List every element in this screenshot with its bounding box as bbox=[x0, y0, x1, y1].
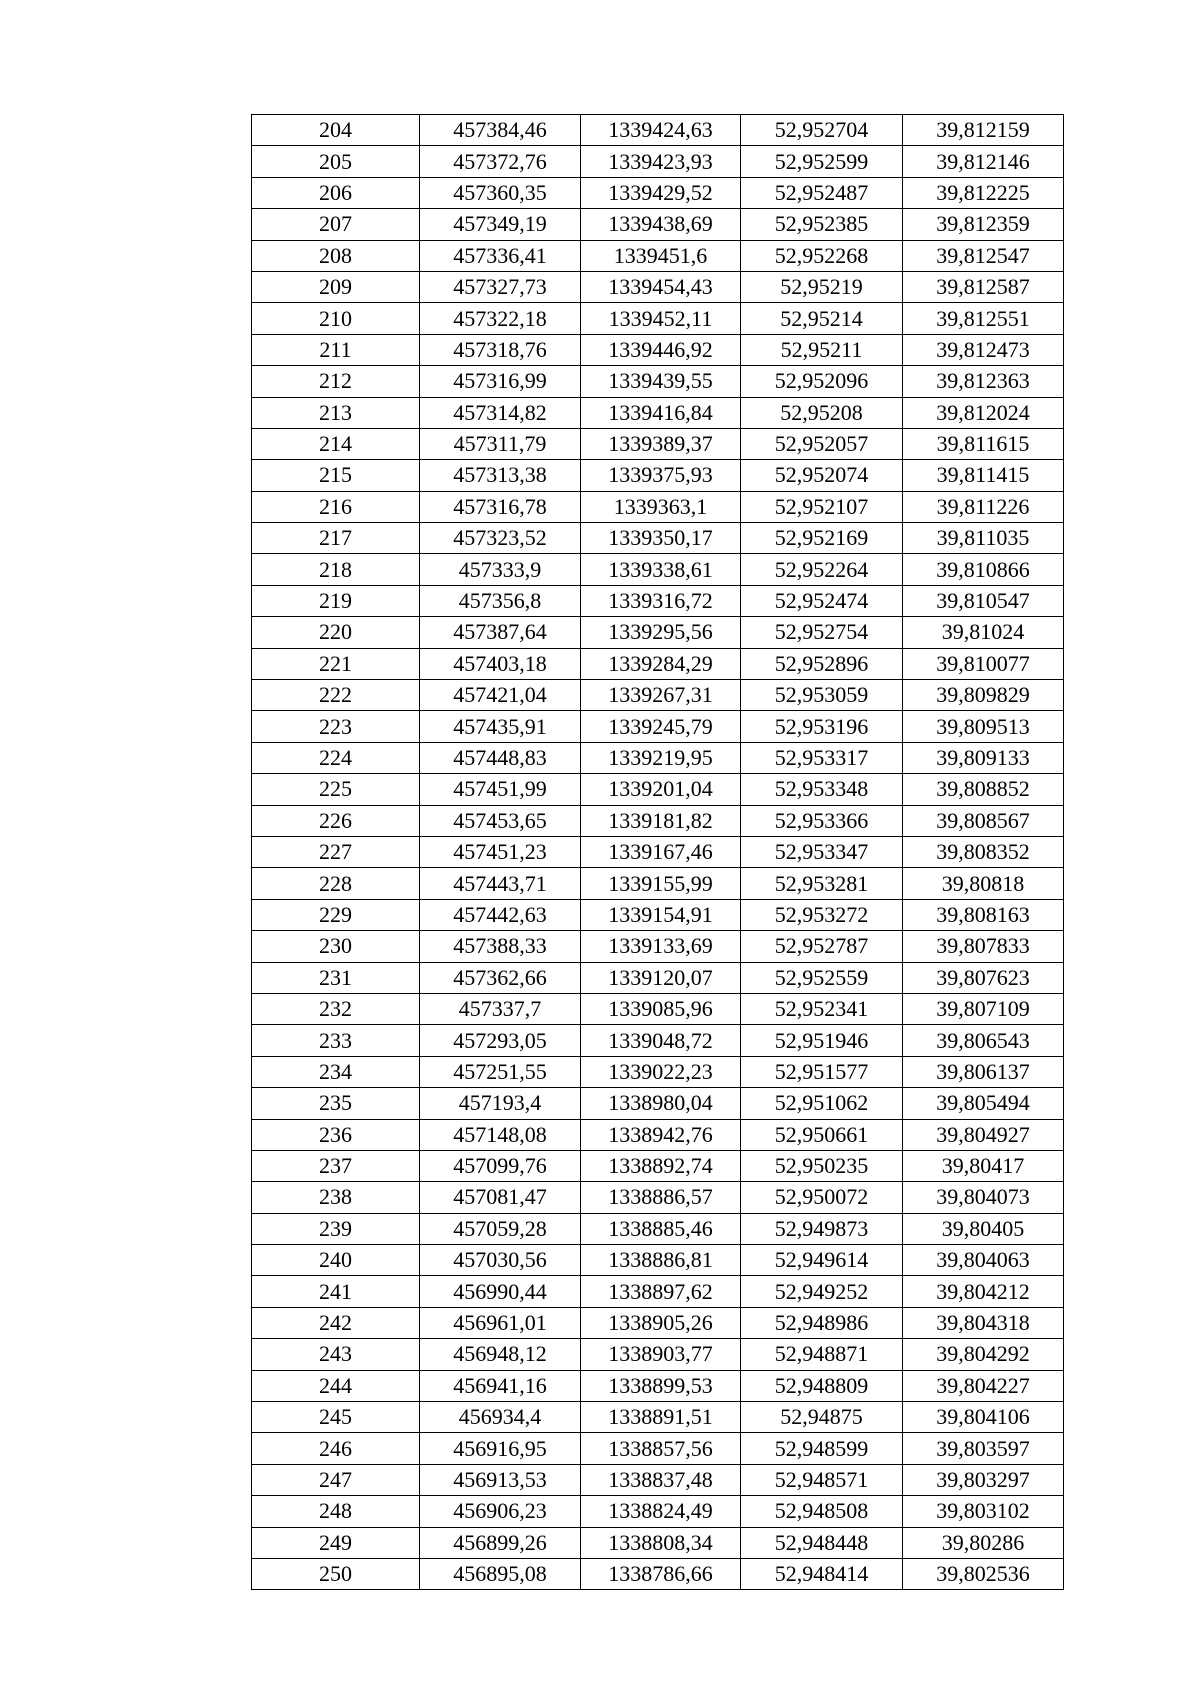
longitude-cell: 39,80417 bbox=[903, 1150, 1064, 1181]
longitude-cell: 39,809133 bbox=[903, 742, 1064, 773]
point-number-cell: 220 bbox=[252, 617, 420, 648]
latitude-cell: 52,950235 bbox=[741, 1150, 903, 1181]
point-number-cell: 217 bbox=[252, 523, 420, 554]
table-row bbox=[252, 617, 1064, 648]
table-row bbox=[252, 146, 1064, 177]
table-row bbox=[252, 1245, 1064, 1276]
x-coordinate-cell: 456934,4 bbox=[420, 1402, 581, 1433]
y-coordinate-cell: 1339201,04 bbox=[581, 774, 741, 805]
table-row bbox=[252, 271, 1064, 302]
longitude-cell: 39,812551 bbox=[903, 303, 1064, 334]
latitude-cell: 52,94875 bbox=[741, 1402, 903, 1433]
longitude-cell: 39,804227 bbox=[903, 1370, 1064, 1401]
longitude-cell: 39,806137 bbox=[903, 1056, 1064, 1087]
latitude-cell: 52,952787 bbox=[741, 931, 903, 962]
point-number-cell: 235 bbox=[252, 1088, 420, 1119]
longitude-cell: 39,804318 bbox=[903, 1307, 1064, 1338]
y-coordinate-cell: 1339085,96 bbox=[581, 993, 741, 1024]
longitude-cell: 39,807833 bbox=[903, 931, 1064, 962]
y-coordinate-cell: 1338837,48 bbox=[581, 1464, 741, 1495]
point-number-cell: 225 bbox=[252, 774, 420, 805]
latitude-cell: 52,948414 bbox=[741, 1558, 903, 1589]
y-coordinate-cell: 1338886,57 bbox=[581, 1182, 741, 1213]
point-number-cell: 208 bbox=[252, 240, 420, 271]
latitude-cell: 52,952057 bbox=[741, 428, 903, 459]
x-coordinate-cell: 457316,99 bbox=[420, 366, 581, 397]
y-coordinate-cell: 1338857,56 bbox=[581, 1433, 741, 1464]
longitude-cell: 39,812587 bbox=[903, 271, 1064, 302]
table-row bbox=[252, 1119, 1064, 1150]
table-row bbox=[252, 1402, 1064, 1433]
table-row bbox=[252, 366, 1064, 397]
point-number-cell: 234 bbox=[252, 1056, 420, 1087]
y-coordinate-cell: 1339451,6 bbox=[581, 240, 741, 271]
latitude-cell: 52,951062 bbox=[741, 1088, 903, 1119]
x-coordinate-cell: 456906,23 bbox=[420, 1496, 581, 1527]
y-coordinate-cell: 1338903,77 bbox=[581, 1339, 741, 1370]
longitude-cell: 39,811615 bbox=[903, 428, 1064, 459]
table-row bbox=[252, 1276, 1064, 1307]
y-coordinate-cell: 1338824,49 bbox=[581, 1496, 741, 1527]
longitude-cell: 39,804106 bbox=[903, 1402, 1064, 1433]
table-row bbox=[252, 303, 1064, 334]
latitude-cell: 52,952704 bbox=[741, 115, 903, 146]
y-coordinate-cell: 1338892,74 bbox=[581, 1150, 741, 1181]
x-coordinate-cell: 457293,05 bbox=[420, 1025, 581, 1056]
y-coordinate-cell: 1339133,69 bbox=[581, 931, 741, 962]
x-coordinate-cell: 457336,41 bbox=[420, 240, 581, 271]
table-row bbox=[252, 899, 1064, 930]
x-coordinate-cell: 456961,01 bbox=[420, 1307, 581, 1338]
longitude-cell: 39,812473 bbox=[903, 334, 1064, 365]
latitude-cell: 52,948599 bbox=[741, 1433, 903, 1464]
x-coordinate-cell: 457356,8 bbox=[420, 585, 581, 616]
x-coordinate-cell: 457451,99 bbox=[420, 774, 581, 805]
y-coordinate-cell: 1339316,72 bbox=[581, 585, 741, 616]
table-row bbox=[252, 428, 1064, 459]
x-coordinate-cell: 457360,35 bbox=[420, 177, 581, 208]
longitude-cell: 39,802536 bbox=[903, 1558, 1064, 1589]
table-row bbox=[252, 680, 1064, 711]
latitude-cell: 52,95211 bbox=[741, 334, 903, 365]
x-coordinate-cell: 457349,19 bbox=[420, 209, 581, 240]
latitude-cell: 52,95208 bbox=[741, 397, 903, 428]
table-row bbox=[252, 1339, 1064, 1370]
latitude-cell: 52,953366 bbox=[741, 805, 903, 836]
point-number-cell: 210 bbox=[252, 303, 420, 334]
table-row bbox=[252, 1307, 1064, 1338]
point-number-cell: 215 bbox=[252, 460, 420, 491]
point-number-cell: 209 bbox=[252, 271, 420, 302]
y-coordinate-cell: 1338897,62 bbox=[581, 1276, 741, 1307]
latitude-cell: 52,951577 bbox=[741, 1056, 903, 1087]
latitude-cell: 52,950661 bbox=[741, 1119, 903, 1150]
longitude-cell: 39,81024 bbox=[903, 617, 1064, 648]
point-number-cell: 250 bbox=[252, 1558, 420, 1589]
x-coordinate-cell: 457327,73 bbox=[420, 271, 581, 302]
x-coordinate-cell: 457388,33 bbox=[420, 931, 581, 962]
longitude-cell: 39,812024 bbox=[903, 397, 1064, 428]
y-coordinate-cell: 1338885,46 bbox=[581, 1213, 741, 1244]
point-number-cell: 239 bbox=[252, 1213, 420, 1244]
longitude-cell: 39,80286 bbox=[903, 1527, 1064, 1558]
x-coordinate-cell: 456916,95 bbox=[420, 1433, 581, 1464]
table-row bbox=[252, 334, 1064, 365]
point-number-cell: 226 bbox=[252, 805, 420, 836]
y-coordinate-cell: 1339022,23 bbox=[581, 1056, 741, 1087]
x-coordinate-cell: 457453,65 bbox=[420, 805, 581, 836]
point-number-cell: 230 bbox=[252, 931, 420, 962]
latitude-cell: 52,951946 bbox=[741, 1025, 903, 1056]
x-coordinate-cell: 457311,79 bbox=[420, 428, 581, 459]
latitude-cell: 52,952341 bbox=[741, 993, 903, 1024]
x-coordinate-cell: 457148,08 bbox=[420, 1119, 581, 1150]
x-coordinate-cell: 456899,26 bbox=[420, 1527, 581, 1558]
longitude-cell: 39,811035 bbox=[903, 523, 1064, 554]
table-row bbox=[252, 209, 1064, 240]
y-coordinate-cell: 1339338,61 bbox=[581, 554, 741, 585]
latitude-cell: 52,949614 bbox=[741, 1245, 903, 1276]
y-coordinate-cell: 1339375,93 bbox=[581, 460, 741, 491]
longitude-cell: 39,810077 bbox=[903, 648, 1064, 679]
point-number-cell: 224 bbox=[252, 742, 420, 773]
x-coordinate-cell: 457251,55 bbox=[420, 1056, 581, 1087]
table-row bbox=[252, 491, 1064, 522]
latitude-cell: 52,948571 bbox=[741, 1464, 903, 1495]
longitude-cell: 39,80818 bbox=[903, 868, 1064, 899]
latitude-cell: 52,952599 bbox=[741, 146, 903, 177]
latitude-cell: 52,953059 bbox=[741, 680, 903, 711]
table-row bbox=[252, 1464, 1064, 1495]
x-coordinate-cell: 457451,23 bbox=[420, 836, 581, 867]
longitude-cell: 39,812359 bbox=[903, 209, 1064, 240]
x-coordinate-cell: 456941,16 bbox=[420, 1370, 581, 1401]
point-number-cell: 246 bbox=[252, 1433, 420, 1464]
y-coordinate-cell: 1339423,93 bbox=[581, 146, 741, 177]
y-coordinate-cell: 1338886,81 bbox=[581, 1245, 741, 1276]
longitude-cell: 39,808852 bbox=[903, 774, 1064, 805]
table-row bbox=[252, 1433, 1064, 1464]
table-row bbox=[252, 931, 1064, 962]
longitude-cell: 39,809829 bbox=[903, 680, 1064, 711]
y-coordinate-cell: 1338786,66 bbox=[581, 1558, 741, 1589]
y-coordinate-cell: 1339363,1 bbox=[581, 491, 741, 522]
y-coordinate-cell: 1339416,84 bbox=[581, 397, 741, 428]
latitude-cell: 52,95219 bbox=[741, 271, 903, 302]
latitude-cell: 52,949252 bbox=[741, 1276, 903, 1307]
latitude-cell: 52,953196 bbox=[741, 711, 903, 742]
point-number-cell: 240 bbox=[252, 1245, 420, 1276]
latitude-cell: 52,953347 bbox=[741, 836, 903, 867]
latitude-cell: 52,953317 bbox=[741, 742, 903, 773]
longitude-cell: 39,803102 bbox=[903, 1496, 1064, 1527]
x-coordinate-cell: 457403,18 bbox=[420, 648, 581, 679]
latitude-cell: 52,953281 bbox=[741, 868, 903, 899]
latitude-cell: 52,948986 bbox=[741, 1307, 903, 1338]
latitude-cell: 52,952754 bbox=[741, 617, 903, 648]
longitude-cell: 39,812146 bbox=[903, 146, 1064, 177]
y-coordinate-cell: 1339454,43 bbox=[581, 271, 741, 302]
x-coordinate-cell: 457372,76 bbox=[420, 146, 581, 177]
longitude-cell: 39,808567 bbox=[903, 805, 1064, 836]
point-number-cell: 216 bbox=[252, 491, 420, 522]
point-number-cell: 241 bbox=[252, 1276, 420, 1307]
x-coordinate-cell: 457193,4 bbox=[420, 1088, 581, 1119]
x-coordinate-cell: 456948,12 bbox=[420, 1339, 581, 1370]
table-row bbox=[252, 774, 1064, 805]
y-coordinate-cell: 1339429,52 bbox=[581, 177, 741, 208]
latitude-cell: 52,952474 bbox=[741, 585, 903, 616]
table-row bbox=[252, 648, 1064, 679]
point-number-cell: 232 bbox=[252, 993, 420, 1024]
latitude-cell: 52,949873 bbox=[741, 1213, 903, 1244]
longitude-cell: 39,811415 bbox=[903, 460, 1064, 491]
longitude-cell: 39,810547 bbox=[903, 585, 1064, 616]
table-row bbox=[252, 993, 1064, 1024]
y-coordinate-cell: 1339350,17 bbox=[581, 523, 741, 554]
longitude-cell: 39,804292 bbox=[903, 1339, 1064, 1370]
y-coordinate-cell: 1339167,46 bbox=[581, 836, 741, 867]
latitude-cell: 52,952268 bbox=[741, 240, 903, 271]
point-number-cell: 236 bbox=[252, 1119, 420, 1150]
y-coordinate-cell: 1338891,51 bbox=[581, 1402, 741, 1433]
table-row bbox=[252, 962, 1064, 993]
point-number-cell: 249 bbox=[252, 1527, 420, 1558]
y-coordinate-cell: 1339452,11 bbox=[581, 303, 741, 334]
table-row bbox=[252, 711, 1064, 742]
table-row bbox=[252, 1496, 1064, 1527]
latitude-cell: 52,952896 bbox=[741, 648, 903, 679]
point-number-cell: 231 bbox=[252, 962, 420, 993]
x-coordinate-cell: 457362,66 bbox=[420, 962, 581, 993]
point-number-cell: 248 bbox=[252, 1496, 420, 1527]
x-coordinate-cell: 457316,78 bbox=[420, 491, 581, 522]
table-row bbox=[252, 1150, 1064, 1181]
y-coordinate-cell: 1339181,82 bbox=[581, 805, 741, 836]
x-coordinate-cell: 457322,18 bbox=[420, 303, 581, 334]
longitude-cell: 39,812363 bbox=[903, 366, 1064, 397]
longitude-cell: 39,804073 bbox=[903, 1182, 1064, 1213]
y-coordinate-cell: 1338942,76 bbox=[581, 1119, 741, 1150]
y-coordinate-cell: 1339424,63 bbox=[581, 115, 741, 146]
x-coordinate-cell: 457448,83 bbox=[420, 742, 581, 773]
latitude-cell: 52,948871 bbox=[741, 1339, 903, 1370]
latitude-cell: 52,953272 bbox=[741, 899, 903, 930]
point-number-cell: 207 bbox=[252, 209, 420, 240]
y-coordinate-cell: 1339245,79 bbox=[581, 711, 741, 742]
point-number-cell: 238 bbox=[252, 1182, 420, 1213]
point-number-cell: 206 bbox=[252, 177, 420, 208]
x-coordinate-cell: 457323,52 bbox=[420, 523, 581, 554]
x-coordinate-cell: 457313,38 bbox=[420, 460, 581, 491]
x-coordinate-cell: 456990,44 bbox=[420, 1276, 581, 1307]
latitude-cell: 52,948508 bbox=[741, 1496, 903, 1527]
latitude-cell: 52,952385 bbox=[741, 209, 903, 240]
y-coordinate-cell: 1339284,29 bbox=[581, 648, 741, 679]
latitude-cell: 52,952559 bbox=[741, 962, 903, 993]
longitude-cell: 39,808352 bbox=[903, 836, 1064, 867]
x-coordinate-cell: 457421,04 bbox=[420, 680, 581, 711]
longitude-cell: 39,804063 bbox=[903, 1245, 1064, 1276]
latitude-cell: 52,952487 bbox=[741, 177, 903, 208]
point-number-cell: 205 bbox=[252, 146, 420, 177]
x-coordinate-cell: 457443,71 bbox=[420, 868, 581, 899]
x-coordinate-cell: 457099,76 bbox=[420, 1150, 581, 1181]
table-row bbox=[252, 1213, 1064, 1244]
point-number-cell: 229 bbox=[252, 899, 420, 930]
longitude-cell: 39,804212 bbox=[903, 1276, 1064, 1307]
point-number-cell: 218 bbox=[252, 554, 420, 585]
table-row bbox=[252, 397, 1064, 428]
latitude-cell: 52,952074 bbox=[741, 460, 903, 491]
x-coordinate-cell: 456895,08 bbox=[420, 1558, 581, 1589]
y-coordinate-cell: 1339154,91 bbox=[581, 899, 741, 930]
longitude-cell: 39,809513 bbox=[903, 711, 1064, 742]
x-coordinate-cell: 457030,56 bbox=[420, 1245, 581, 1276]
longitude-cell: 39,812225 bbox=[903, 177, 1064, 208]
latitude-cell: 52,952096 bbox=[741, 366, 903, 397]
longitude-cell: 39,807109 bbox=[903, 993, 1064, 1024]
y-coordinate-cell: 1339295,56 bbox=[581, 617, 741, 648]
table-row bbox=[252, 240, 1064, 271]
point-number-cell: 233 bbox=[252, 1025, 420, 1056]
point-number-cell: 211 bbox=[252, 334, 420, 365]
table-row bbox=[252, 1056, 1064, 1087]
latitude-cell: 52,948809 bbox=[741, 1370, 903, 1401]
longitude-cell: 39,805494 bbox=[903, 1088, 1064, 1119]
latitude-cell: 52,95214 bbox=[741, 303, 903, 334]
table-row bbox=[252, 1527, 1064, 1558]
point-number-cell: 204 bbox=[252, 115, 420, 146]
x-coordinate-cell: 457442,63 bbox=[420, 899, 581, 930]
x-coordinate-cell: 457081,47 bbox=[420, 1182, 581, 1213]
point-number-cell: 228 bbox=[252, 868, 420, 899]
point-number-cell: 245 bbox=[252, 1402, 420, 1433]
y-coordinate-cell: 1339438,69 bbox=[581, 209, 741, 240]
point-number-cell: 219 bbox=[252, 585, 420, 616]
x-coordinate-cell: 457387,64 bbox=[420, 617, 581, 648]
point-number-cell: 227 bbox=[252, 836, 420, 867]
point-number-cell: 242 bbox=[252, 1307, 420, 1338]
longitude-cell: 39,810866 bbox=[903, 554, 1064, 585]
longitude-cell: 39,811226 bbox=[903, 491, 1064, 522]
y-coordinate-cell: 1339155,99 bbox=[581, 868, 741, 899]
longitude-cell: 39,812547 bbox=[903, 240, 1064, 271]
table-row bbox=[252, 1558, 1064, 1589]
y-coordinate-cell: 1339219,95 bbox=[581, 742, 741, 773]
x-coordinate-cell: 457337,7 bbox=[420, 993, 581, 1024]
y-coordinate-cell: 1339389,37 bbox=[581, 428, 741, 459]
y-coordinate-cell: 1338980,04 bbox=[581, 1088, 741, 1119]
table-row bbox=[252, 1025, 1064, 1056]
longitude-cell: 39,80405 bbox=[903, 1213, 1064, 1244]
table-row bbox=[252, 460, 1064, 491]
y-coordinate-cell: 1338808,34 bbox=[581, 1527, 741, 1558]
table-row bbox=[252, 742, 1064, 773]
point-number-cell: 222 bbox=[252, 680, 420, 711]
coordinates-table-body bbox=[252, 115, 1064, 1590]
y-coordinate-cell: 1338905,26 bbox=[581, 1307, 741, 1338]
latitude-cell: 52,952264 bbox=[741, 554, 903, 585]
point-number-cell: 247 bbox=[252, 1464, 420, 1495]
table-row bbox=[252, 1088, 1064, 1119]
table-row bbox=[252, 1370, 1064, 1401]
table-row bbox=[252, 805, 1064, 836]
x-coordinate-cell: 457059,28 bbox=[420, 1213, 581, 1244]
point-number-cell: 223 bbox=[252, 711, 420, 742]
table-row bbox=[252, 868, 1064, 899]
latitude-cell: 52,948448 bbox=[741, 1527, 903, 1558]
longitude-cell: 39,812159 bbox=[903, 115, 1064, 146]
longitude-cell: 39,803597 bbox=[903, 1433, 1064, 1464]
latitude-cell: 52,952107 bbox=[741, 491, 903, 522]
longitude-cell: 39,806543 bbox=[903, 1025, 1064, 1056]
latitude-cell: 52,950072 bbox=[741, 1182, 903, 1213]
x-coordinate-cell: 457435,91 bbox=[420, 711, 581, 742]
y-coordinate-cell: 1339439,55 bbox=[581, 366, 741, 397]
longitude-cell: 39,807623 bbox=[903, 962, 1064, 993]
point-number-cell: 221 bbox=[252, 648, 420, 679]
y-coordinate-cell: 1339120,07 bbox=[581, 962, 741, 993]
point-number-cell: 237 bbox=[252, 1150, 420, 1181]
table-row bbox=[252, 177, 1064, 208]
point-number-cell: 244 bbox=[252, 1370, 420, 1401]
x-coordinate-cell: 457314,82 bbox=[420, 397, 581, 428]
y-coordinate-cell: 1338899,53 bbox=[581, 1370, 741, 1401]
table-row bbox=[252, 554, 1064, 585]
table-row bbox=[252, 836, 1064, 867]
longitude-cell: 39,804927 bbox=[903, 1119, 1064, 1150]
point-number-cell: 213 bbox=[252, 397, 420, 428]
latitude-cell: 52,952169 bbox=[741, 523, 903, 554]
longitude-cell: 39,803297 bbox=[903, 1464, 1064, 1495]
table-row bbox=[252, 115, 1064, 146]
x-coordinate-cell: 457318,76 bbox=[420, 334, 581, 365]
latitude-cell: 52,953348 bbox=[741, 774, 903, 805]
longitude-cell: 39,808163 bbox=[903, 899, 1064, 930]
table-row bbox=[252, 523, 1064, 554]
y-coordinate-cell: 1339267,31 bbox=[581, 680, 741, 711]
x-coordinate-cell: 457333,9 bbox=[420, 554, 581, 585]
table-row bbox=[252, 1182, 1064, 1213]
point-number-cell: 214 bbox=[252, 428, 420, 459]
table-row bbox=[252, 585, 1064, 616]
y-coordinate-cell: 1339446,92 bbox=[581, 334, 741, 365]
y-coordinate-cell: 1339048,72 bbox=[581, 1025, 741, 1056]
coordinates-table bbox=[251, 114, 1064, 1590]
point-number-cell: 243 bbox=[252, 1339, 420, 1370]
x-coordinate-cell: 456913,53 bbox=[420, 1464, 581, 1495]
point-number-cell: 212 bbox=[252, 366, 420, 397]
x-coordinate-cell: 457384,46 bbox=[420, 115, 581, 146]
